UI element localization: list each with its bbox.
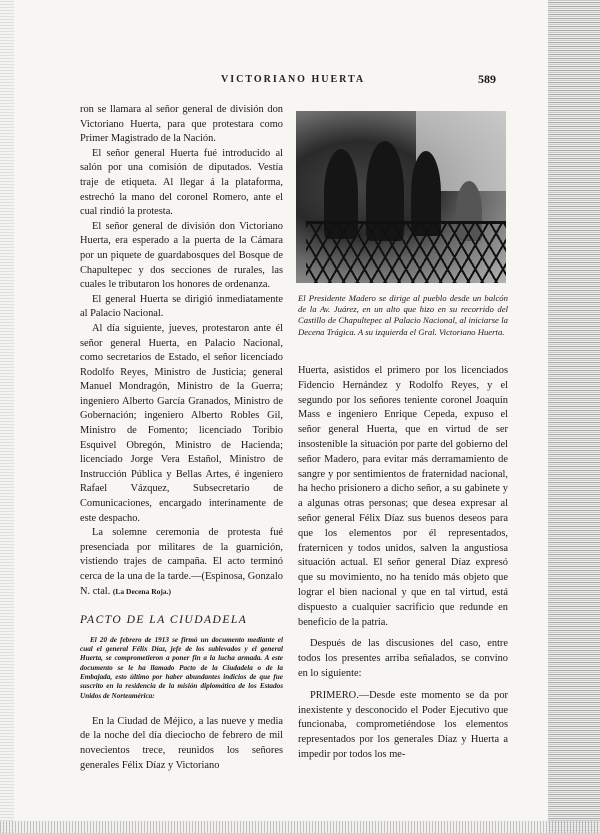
paragraph: Después de las discusiones del caso, entre todos los presentes arriba señalados, se convino en lo siguiente: [298,638,508,679]
paragraph: En la Ciudad de Méjico, a las nueve y media de la noche del día dieciocho de febrero de mil novecientos trece, reunidos los señores generales Félix Díaz y Victoriano [80,715,283,771]
running-header: VICTORIANO HUERTA [221,74,366,85]
paragraph: El general Huerta se dirigió inmediatamente al Palacio Nacional. [80,293,283,320]
photo-caption: El Presidente Madero se dirige al pueblo desde un balcón de la Av. Juárez, en un alto que hizo en su recorrido del Castillo de Chapultepec al Palacio Nacional, al iniciarse la Decena Trágica. A su izquierda el Gral. Victoriano Huerta. [298,293,508,337]
scan-edge-right [548,0,600,833]
historical-photo [296,111,506,283]
scan-edge-left [0,0,14,833]
paragraph: El señor general Huerta fué introducido al salón por una comisión de diputados. Vestía traje de etiqueta. Al llegar á la plataforma, estrechó la mano del coronel Romero, ante el cual rindió la protesta. [80,147,283,218]
right-column [298,364,508,763]
left-column [80,103,283,773]
paragraph: ron se llamara al señor general de división don Victoriano Huerta, para que protestara como Primer Magistrado de la Nación. [80,104,283,145]
paragraph: PRIMERO.—Desde este momento se da por inexistente y desconocido el Poder Ejecutivo que funcionaba, comprometiéndose los elementos representados por los generales Díaz y Huerta a impedir por todos los me- [298,689,508,760]
paragraph-text: La solemne ceremonia de protesta fué presenciada por militares de la guarnición, vistiendo trajes de campaña. El acto terminó cerca de la una de la tarde.—(Espinosa, Gonzalo N. ctal. [80,527,283,597]
page-number: 589 [478,72,496,86]
paragraph: Al día siguiente, jueves, protestaron ante él señor general Huerta, en Palacio Nacional, como secretarios de Estado, el señor licenciado Rodolfo Reyes, Ministro de Justicia; general Manuel Mondragón, Ministro de la Guerra; ingeniero Alberto García Granados, Ministro de Gobernación; ingeniero Alberto Robles Gil, Ministro de Fomento; licenciado Toribio Esquivel Obregón, Ministro de Hacienda; licenciado Jorge Vera Estañol, Ministro de Instrucción Pública y Bellas Artes, é ingeniero Rafael Vázquez, Subsecretario de Comunicaciones, encargado interinamente de este despacho. [80,322,283,524]
paragraph: El señor general de división don Victoriano Huerta, era esperado a la puerta de la Cámara por un piquete de guardabosques del Bosque de Chapultepec y dos secciones de rurales, las cuales le tributaron los honores de ordenanza. [80,220,283,291]
balcony-railing [306,221,506,283]
paragraph: Huerta, asistidos el primero por los licenciados Fidencio Hernández y Rodolfo Reyes, y el segundo por los señores teniente coronel Joaquín Mass e ingeniero Enrique Cepeda, expuso el señor general Huerta, que en virtud de ser insostenible la situación por parte del gobierno del señor Madero, para evitar más derramamiento de sangre y por sentimientos de fraternidad nacional, ha hecho prisionero a dicho señor, a su gabinete y a algunas otras personas; que desea expresar al señor general Félix Díaz sus buenos deseos para que los elementos por él representados, fraternicen y todos unidos, salven la angustiosa situación actual. El señor general Díaz expresó que su movimiento, no ha tenido más objeto que lograr el bien nacional y que en tal virtud, está dispuesto a cualquier sacrificio que redunde en beneficio de la patria. [298,365,508,628]
scan-edge-bottom [0,821,600,833]
source-citation: (La Decena Roja.) [112,586,172,596]
paragraph [80,526,283,599]
section-title: PACTO DE LA CIUDADELA [80,614,248,627]
editorial-note: El 20 de febrero de 1913 se firmó un documento mediante el cual el general Félix Díaz, jefe de los sublevados y el general Huerta, se comprometieron a poner fin a la lucha armada. A este documento se le ha llamado Pacto de la Ciudadela o de la Embajada, esto último por haber abundantes indicios de que fue suscrito en la residencia de la misión diplomática de los Estados Unidos de Norteamérica: [80,635,283,700]
